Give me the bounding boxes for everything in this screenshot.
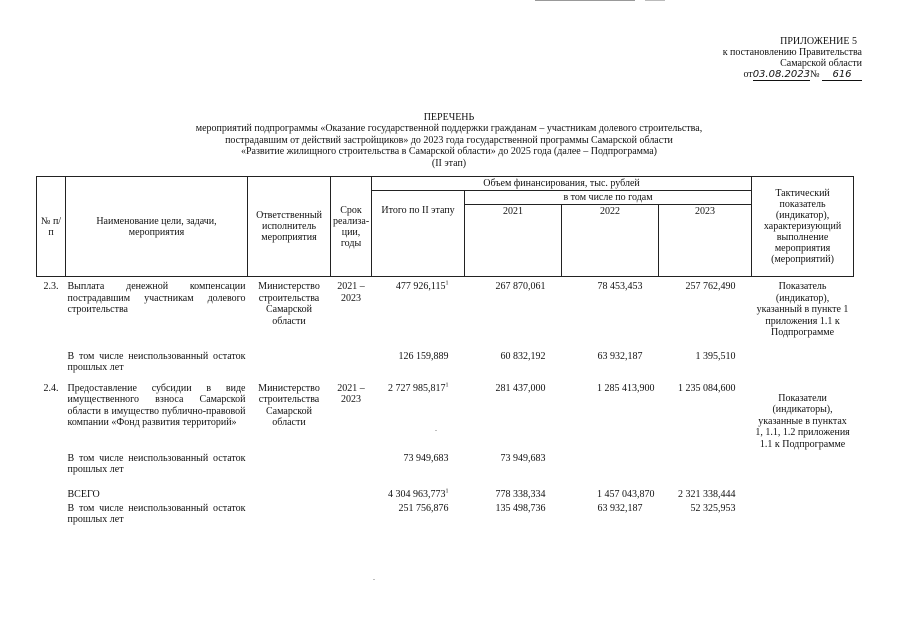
row-2022: 1 457 043,870 (597, 488, 655, 500)
row-2021: 60 832,192 (500, 350, 546, 362)
row-name: В том числе неиспользованный остаток прошлых лет (67, 350, 246, 374)
row-num-empty (37, 503, 66, 533)
header-total: Итого по II этапу (372, 191, 465, 277)
heading-line-2: пострадавшим от действий застройщиков» до 2023 года государственной программы Самарской области (225, 134, 673, 146)
row-2021: 281 437,000 (495, 382, 546, 394)
heading-line-4: (II этап) (431, 157, 467, 169)
header-by-years: в том числе по годам (465, 191, 752, 205)
heading-title: ПЕРЕЧЕНЬ (423, 112, 475, 123)
row-executor: Министерство строительства Самарской области (258, 382, 320, 429)
heading-line-3: «Развитие жилищного строительства в Самарской области» до 2025 года (далее – Подпрограмма) (240, 146, 658, 158)
footnote-mark: 1 (445, 488, 449, 495)
row-2022: 63 932,187 (597, 502, 643, 514)
annex-line-2: к постановлению Правительства (722, 47, 862, 58)
row-term-empty (331, 351, 372, 383)
header-indicator: Тактический показатель (индикатор), характеризующий выполнение мероприятия (мероприятий) (752, 177, 854, 277)
header-2023: 2023 (659, 205, 752, 277)
row-total: 73 949,683 (403, 452, 449, 464)
row-indicator: Показатель (индикатор), указанный в пункте 1 приложения 1.1 к Подпрограмме (756, 281, 849, 339)
row-indicator-empty (752, 503, 854, 533)
top-rule (535, 0, 635, 1)
row-indicator-empty (752, 453, 854, 489)
row-executor-empty (248, 489, 331, 503)
total-value: 477 926,115 (395, 281, 446, 292)
annex-number-prefix: № (809, 69, 820, 80)
header-executor: Ответственный исполнитель мероприятия (248, 177, 331, 277)
header-name: Наименование цели, задачи, мероприятия (66, 177, 248, 277)
row-num: 2.3. (43, 281, 59, 292)
row-total (372, 489, 465, 503)
row-indicator: Показатели (индикаторы), указанные в пунктах 1, 1.1, 1.2 приложения 1.1 к Подпрограмме (755, 392, 850, 450)
annex-date-line (662, 69, 862, 81)
row-total (372, 383, 465, 453)
row-executor: Министерство строительства Самарской области (258, 281, 320, 327)
annex-line-3: Самарской области (780, 58, 862, 69)
header-num: № п/п (37, 177, 66, 277)
row-indicator-empty (752, 489, 854, 503)
total-value: 4 304 963,773 (388, 488, 446, 500)
table-row (37, 277, 854, 351)
row-executor-empty (248, 503, 331, 533)
row-total: 251 756,876 (398, 502, 449, 514)
row-2022: 78 453,453 (597, 281, 643, 292)
row-executor-empty (248, 453, 331, 489)
scan-speck: . (373, 573, 375, 582)
row-name: ВСЕГО (67, 488, 100, 500)
row-indicator-empty (752, 351, 854, 383)
row-term-empty (331, 453, 372, 489)
row-2022: 1 285 413,900 (597, 382, 655, 394)
row-2022-empty (562, 453, 659, 489)
row-total: 126 159,889 (398, 350, 449, 362)
annex-block (662, 36, 862, 81)
document-heading (0, 112, 898, 169)
row-2021: 778 338,334 (495, 488, 546, 500)
row-name: В том числе неиспользованный остаток прошлых лет (67, 502, 246, 526)
row-2023: 2 321 338,444 (678, 488, 736, 500)
header-2021: 2021 (465, 205, 562, 277)
row-2022: 63 932,187 (597, 350, 643, 362)
row-2021: 73 949,683 (500, 452, 546, 464)
row-2023: 1 235 084,600 (678, 382, 736, 394)
table-row-total (37, 489, 854, 503)
row-name: Выплата денежной компенсации пострадавшим участникам долевого строительства (67, 281, 246, 316)
row-num: 2.4. (43, 382, 59, 394)
annex-date: 03.08.2023 (752, 69, 810, 80)
row-term: 2021 – 2023 (337, 382, 365, 406)
heading-line-1: мероприятий подпрограммы «Оказание государственной поддержки гражданам – участникам долевого строительства, (195, 123, 703, 135)
row-2023-empty (659, 453, 752, 489)
row-name: Предоставление субсидии в виде имущественного взноса Самарской области в имущество публично-правовой компании «Фонд развития территорий» (67, 382, 246, 429)
footnote-mark: 1 (445, 382, 449, 389)
row-name: В том числе неиспользованный остаток прошлых лет (67, 452, 246, 476)
total-value: 2 727 985,817 (388, 382, 446, 394)
scan-speck: . (435, 424, 437, 433)
top-rule-small (645, 0, 665, 1)
row-2023: 52 325,953 (690, 502, 736, 514)
measures-table (36, 176, 854, 533)
footnote-mark: 1 (445, 280, 449, 287)
table-row (37, 383, 854, 453)
row-num-empty (37, 489, 66, 503)
table-row (37, 503, 854, 533)
annex-title: ПРИЛОЖЕНИЕ 5 (780, 36, 857, 47)
row-num-empty (37, 453, 66, 489)
row-term-empty (331, 489, 372, 503)
header-funding: Объем финансирования, тыс. рублей (372, 177, 752, 191)
row-2021: 135 498,736 (495, 502, 546, 514)
row-term-empty (331, 503, 372, 533)
row-num-empty (37, 351, 66, 383)
header-2022: 2022 (562, 205, 659, 277)
annex-date-prefix: от (743, 69, 753, 80)
row-total (372, 277, 465, 351)
row-2021: 267 870,061 (495, 281, 546, 292)
row-executor-empty (248, 351, 331, 383)
row-2023: 257 762,490 (685, 281, 736, 292)
header-term: Срок реализа-ции, годы (331, 177, 372, 277)
table-header (37, 177, 854, 277)
table-row (37, 453, 854, 489)
row-2023: 1 395,510 (695, 350, 736, 362)
annex-number: 616 (822, 70, 862, 81)
row-term: 2021 – 2023 (337, 281, 365, 304)
table-row (37, 351, 854, 383)
